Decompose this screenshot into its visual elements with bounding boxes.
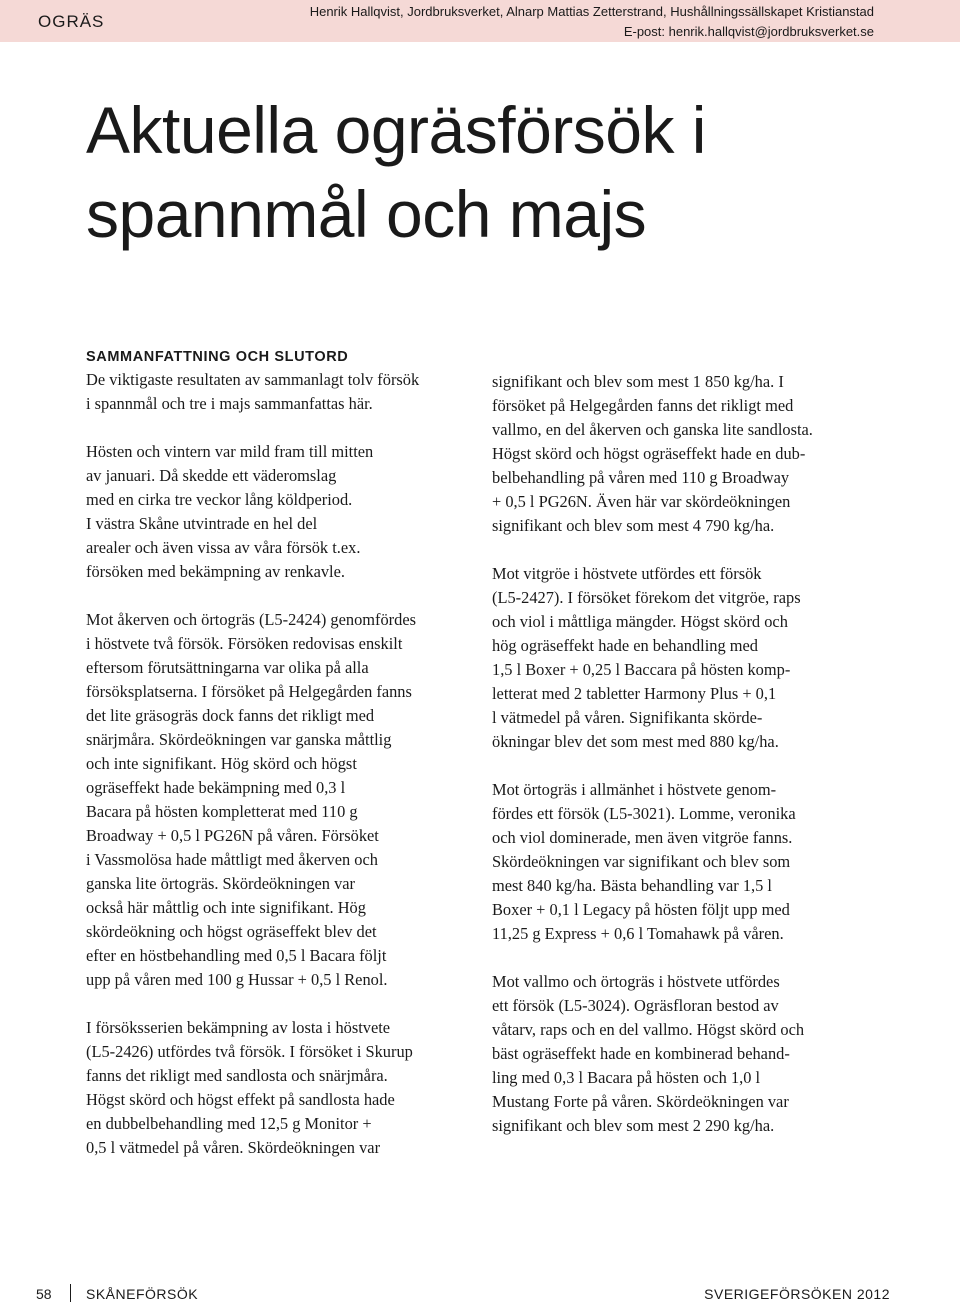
paragraph: signifikant och blev som mest 1 850 kg/ha. I försöket på Helgegården fanns det rikligt med vallmo, en del åkerven och ganska lite sandlosta. Högst skörd och högst ogräseffekt hade en dub- belbehandling på våren med 110 g Broadway + 0,5 l PG26N. Även här var skördeökningen signifikant och blev som mest 4 790 kg/ha. [492, 372, 813, 535]
footer-series: SVERIGEFÖRSÖKEN 2012 [704, 1286, 890, 1302]
paragraph: Mot örtogräs i allmänhet i höstvete genom- fördes ett försök (L5-3021). Lomme, veronika och viol dominerade, men även vitgröe fanns. Skördeökningen var signifikant och blev som mest 840 kg/ha. Bästa behandling var 1,5 l Boxer + 0,1 l Legacy på hösten följt upp med 11,25 g Express + 0,6 l Tomahawk på våren. [492, 780, 796, 943]
paragraph: De viktigaste resultaten av sammanlagt tolv försök i spannmål och tre i majs sammanfattas här. [86, 370, 420, 413]
authors-line: Henrik Hallqvist, Jordbruksverket, Alnarp Mattias Zetterstrand, Hushållningssällskapet Kristianstad [309, 4, 874, 19]
paragraph: Mot åkerven och örtogräs (L5-2424) genomfördes i höstvete två försök. Försöken redovisas enskilt eftersom förutsättningarna var olika på alla försöksplatserna. I försöket på Helgegården fanns det lite gräsogräs dock fanns det rikligt med snärjmåra. Skördeökningen var ganska måttlig och inte signifikant. Hög skörd och högst ogräseffekt hade bekämpning med 0,3 l Bacara på hösten kompletterat med 110 g Broadway + 0,5 l PG26N på våren. Försöket i Vassmolösa hade måttligt med åkerven och ganska lite örtogräs. Skördeökningen var också här måttlig och inte signifikant. Hög skördeökning och högst ogräseffekt blev det efter en höstbehandling med 0,5 l Bacara följt upp på våren med 100 g Hussar + 0,5 l Renol. [86, 610, 416, 989]
page-footer [0, 1282, 960, 1308]
page-number: 58 [36, 1286, 52, 1302]
footer-publication: SKÅNEFÖRSÖK [86, 1286, 199, 1302]
section-tag: OGRÄS [38, 12, 105, 31]
paragraph: Mot vallmo och örtogräs i höstvete utfördes ett försök (L5-3024). Ogräsfloran bestod av våtarv, raps och en del vallmo. Högst skörd och bäst ogräseffekt hade en kombinerad behand- ling med 0,3 l Bacara på hösten och 1,0 l Mustang Forte på våren. Skördeökningen var signifikant och blev som mest 2 290 kg/ha. [492, 972, 805, 1135]
left-column [86, 346, 476, 1184]
paragraph: Mot vitgröe i höstvete utfördes ett försök (L5-2427). I försöket förekom det vitgröe, raps och viol i måttliga mängder. Högst skörd och hög ogräseffekt hade en behandling med 1,5 l Boxer + 0,25 l Baccara på hösten komp- letterat med 2 tabletter Harmony Plus + 0,1 l vätmedel på våren. Signifikanta skörde- ökningar blev det som mest med 880 kg/ha. [492, 564, 801, 751]
summary-heading: SAMMANFATTNING OCH SLUTORD [86, 349, 349, 365]
footer-divider [70, 1284, 71, 1302]
contact-line: E-post: henrik.hallqvist@jordbruksverket.se [623, 24, 874, 39]
paragraph: I försöksserien bekämpning av losta i höstvete (L5-2426) utfördes två försök. I försöket i Skurup fanns det rikligt med sandlosta och snärjmåra. Högst skörd och högst effekt på sandlosta hade en dubbelbehandling med 12,5 g Monitor + 0,5 l vätmedel på våren. Skördeökningen var [86, 1018, 413, 1157]
article-title: Aktuella ogräsförsök i spannmål och majs [86, 93, 706, 251]
author-block [174, 2, 874, 42]
header-bar [0, 0, 960, 42]
right-column [492, 370, 892, 1162]
paragraph: Hösten och vintern var mild fram till mitten av januari. Då skedde ett väderomslag med en cirka tre veckor lång köldperiod. I västra Skåne utvintrade en hel del arealer och även vissa av våra försök t.ex. försöken med bekämpning av renkavle. [86, 442, 374, 581]
